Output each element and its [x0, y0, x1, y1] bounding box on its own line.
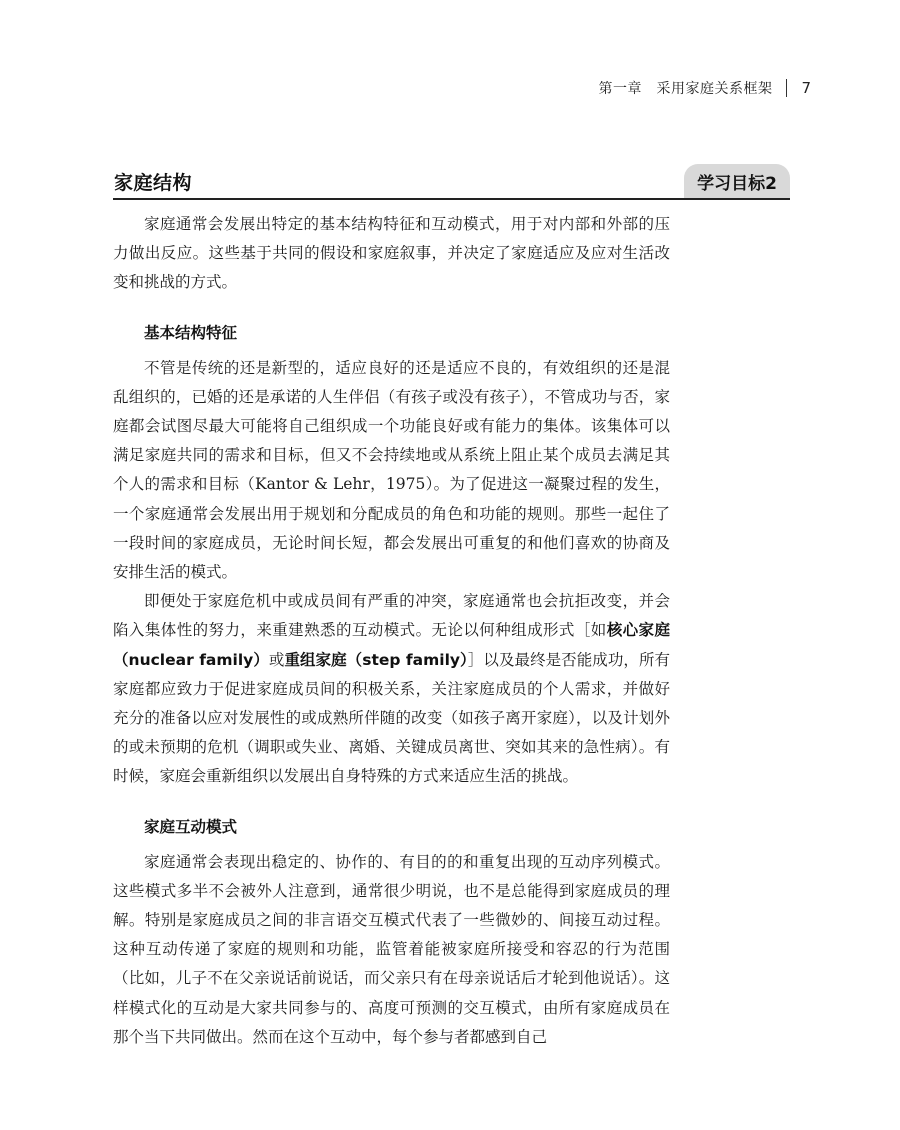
paragraph-text: 即便处于家庭危机中或成员间有严重的冲突，家庭通常也会抗拒改变，并会陷入集体性的努力，来重建熟悉的互动模式。无论以何种组成形式［如 [113, 592, 670, 640]
body-content [113, 210, 670, 1052]
section-rule [113, 198, 790, 200]
term-step-family: 重组家庭（step family） [284, 650, 468, 669]
term-nuclear-family: 核心家庭（nuclear family） [113, 621, 670, 669]
paragraph-text: 或 [268, 650, 285, 669]
chapter-title: 第一章 采用家庭关系框架 [598, 81, 773, 97]
intro-paragraph: 家庭通常会发展出特定的基本结构特征和互动模式，用于对内部和外部的压力做出反应。这些基于共同的假设和家庭叙事，并决定了家庭适应及应对生活改变和挑战的方式。 [113, 215, 670, 292]
learning-objective-tab: 学习目标2 [684, 164, 790, 199]
subheading-interaction-patterns: 家庭互动模式 [144, 817, 238, 836]
section-title: 家庭结构 [114, 172, 193, 194]
basic-structure-paragraph-2 [113, 587, 670, 791]
paragraph-text: ］以及最终是否能成功，所有家庭都应致力于促进家庭成员间的积极关系，关注家庭成员的个人需求，并做好充分的准备以应对发展性的或成熟所伴随的改变（如孩子离开家庭），以及计划外的或未预期的危机（调职或失业、离婚、关键成员离世、突如其来的急性病）。有时候，家庭会重新组织以发展出自身特殊的方式来适应生活的挑战。 [113, 650, 670, 786]
section-heading-row [113, 164, 790, 200]
interaction-paragraph-1: 家庭通常会表现出稳定的、协作的、有目的的和重复出现的互动序列模式。这些模式多半不会被外人注意到，通常很少明说，也不是总能得到家庭成员的理解。特别是家庭成员之间的非言语交互模式代表了一些微妙的、间接互动过程。这种互动传递了家庭的规则和功能，监管着能被家庭所接受和容忍的行为范围（比如，儿子不在父亲说话前说话，而父亲只有在母亲说话后才轮到他说话）。这样模式化的互动是大家共同参与的、高度可预测的交互模式，由所有家庭成员在那个当下共同做出。然而在这个互动中，每个参与者都感到自己 [113, 852, 670, 1046]
basic-structure-paragraph-1: 不管是传统的还是新型的，适应良好的还是适应不良的，有效组织的还是混乱组织的，已婚的还是承诺的人生伴侣（有孩子或没有孩子），不管成功与否，家庭都会试图尽最大可能将自己组织成一个功能良好或有能力的集体。该集体可以满足家庭共同的需求和目标，但又不会持续地或从系统上阻止某个成员去满足其个人的需求和目标（Kantor & Lehr，1975）。为了促进这一凝聚过程的发生，一个家庭通常会发展出用于规划和分配成员的角色和功能的规则。那些一起住了一段时间的家庭成员，无论时间长短，都会发展出可重复的和他们喜欢的协商及安排生活的模式。 [113, 358, 670, 582]
header-divider [786, 79, 787, 97]
running-header [598, 77, 811, 99]
page-number: 7 [801, 79, 811, 97]
subheading-basic-structure: 基本结构特征 [144, 323, 238, 342]
